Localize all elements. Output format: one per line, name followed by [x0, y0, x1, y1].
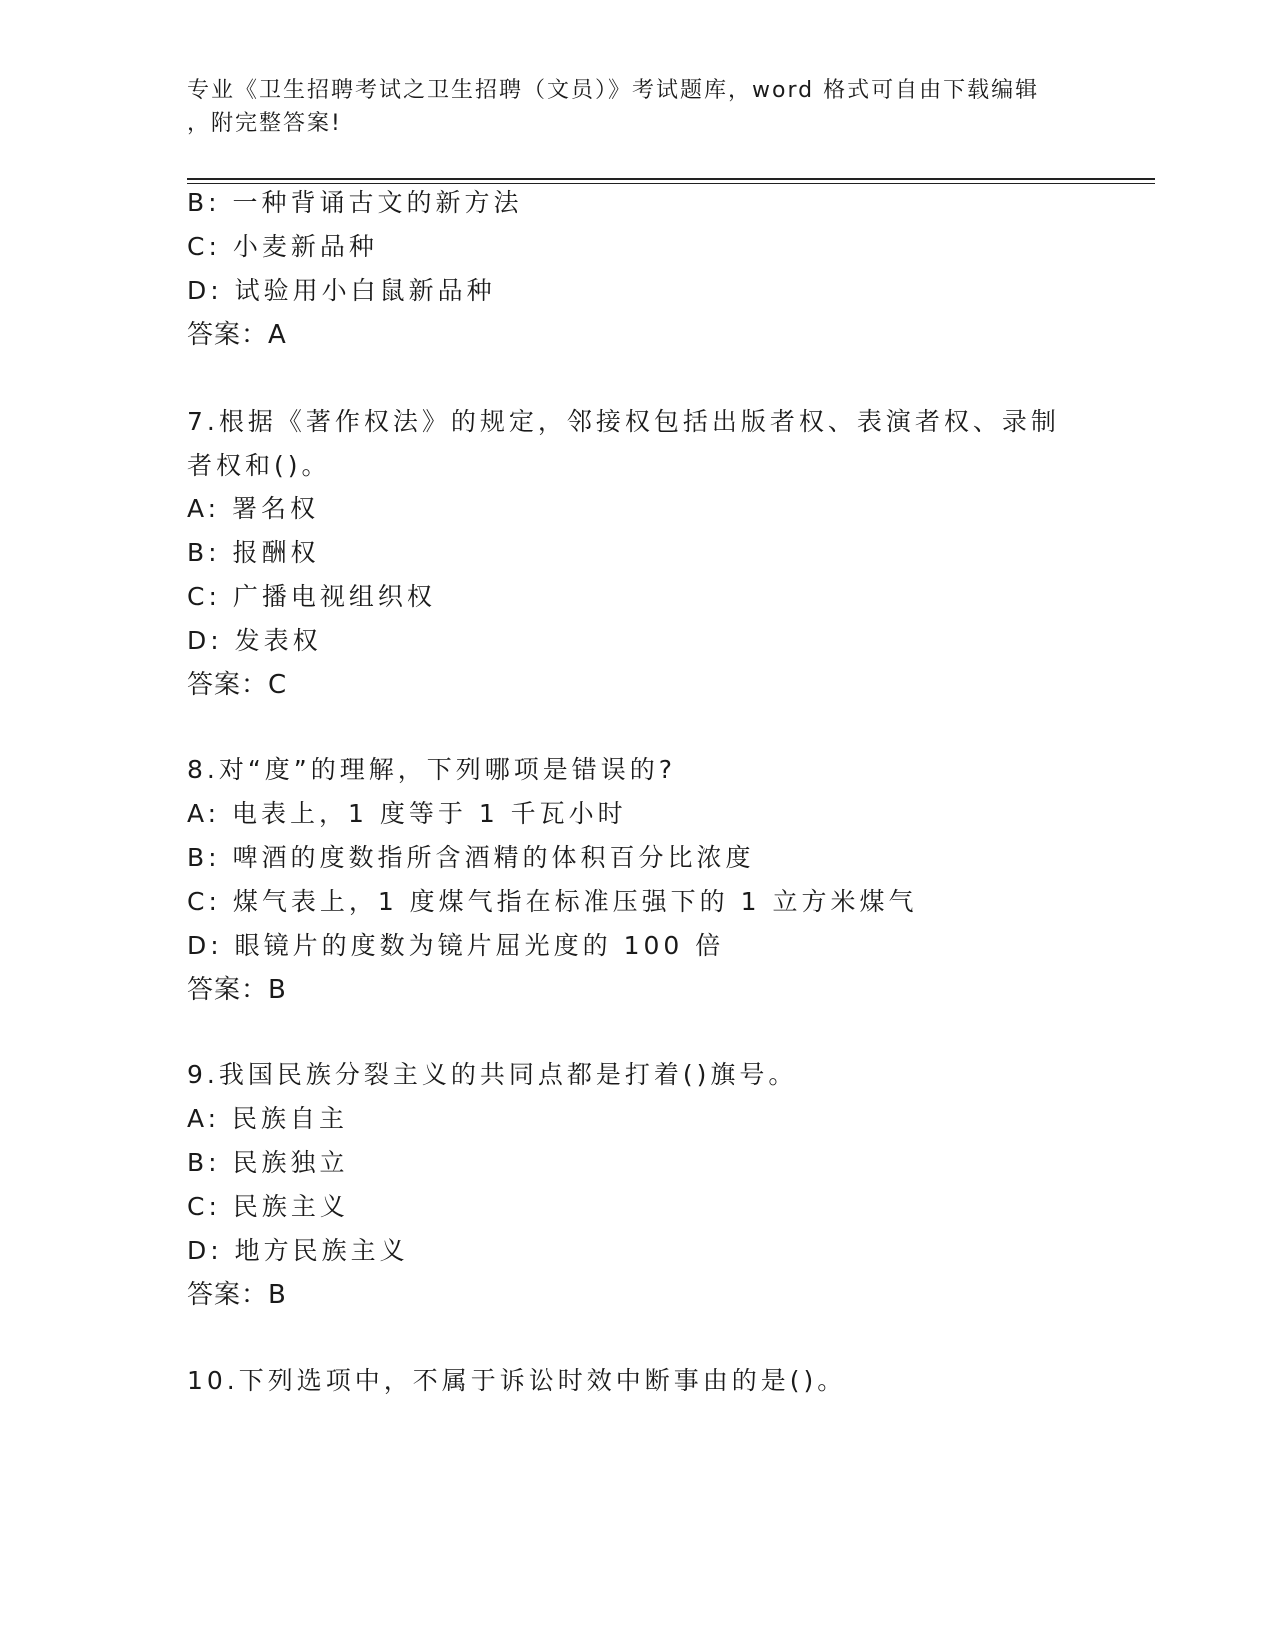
option-a: A: 民族自主 [187, 1104, 349, 1133]
option-a: A: 电表上，1 度等于 1 千瓦小时 [187, 799, 627, 828]
header-divider-thick [187, 178, 1155, 180]
option-b: B: 民族独立 [187, 1148, 349, 1177]
option-b: B: 啤酒的度数指所含酒精的体积百分比浓度 [187, 843, 755, 872]
option-d: D: 地方民族主义 [187, 1236, 409, 1265]
option-b: B: 一种背诵古文的新方法 [187, 188, 523, 217]
answer-label: 答案：B [187, 975, 287, 1005]
header-line-2: ，附完整答案! [187, 111, 342, 136]
question-stem: 9.我国民族分裂主义的共同点都是打着()旗号。 [187, 1060, 798, 1089]
answer-label: 答案：C [187, 670, 288, 700]
question-stem: 10.下列选项中，不属于诉讼时效中断事由的是()。 [187, 1366, 847, 1395]
option-c: C: 小麦新品种 [187, 232, 378, 261]
answer-label: 答案：A [187, 320, 287, 350]
header-line-1: 专业《卫生招聘考试之卫生招聘（文员）》考试题库，word 格式可自由下载编辑 [187, 78, 1040, 103]
option-c: C: 煤气表上，1 度煤气指在标准压强下的 1 立方米煤气 [187, 887, 918, 916]
option-c: C: 民族主义 [187, 1192, 349, 1221]
question-stem-continued: 者权和()。 [187, 451, 331, 480]
option-d: D: 眼镜片的度数为镜片屈光度的 100 倍 [187, 931, 725, 960]
document-header [187, 74, 1087, 140]
option-b: B: 报酬权 [187, 538, 320, 567]
option-a: A: 署名权 [187, 494, 320, 523]
option-d: D: 发表权 [187, 626, 322, 655]
header-divider-thin [187, 183, 1155, 184]
option-c: C: 广播电视组织权 [187, 582, 436, 611]
question-stem: 7.根据《著作权法》的规定，邻接权包括出版者权、表演者权、录制 [187, 407, 1060, 436]
question-stem: 8.对“度”的理解，下列哪项是错误的? [187, 755, 677, 784]
answer-label: 答案：B [187, 1280, 287, 1310]
option-d: D: 试验用小白鼠新品种 [187, 276, 496, 305]
